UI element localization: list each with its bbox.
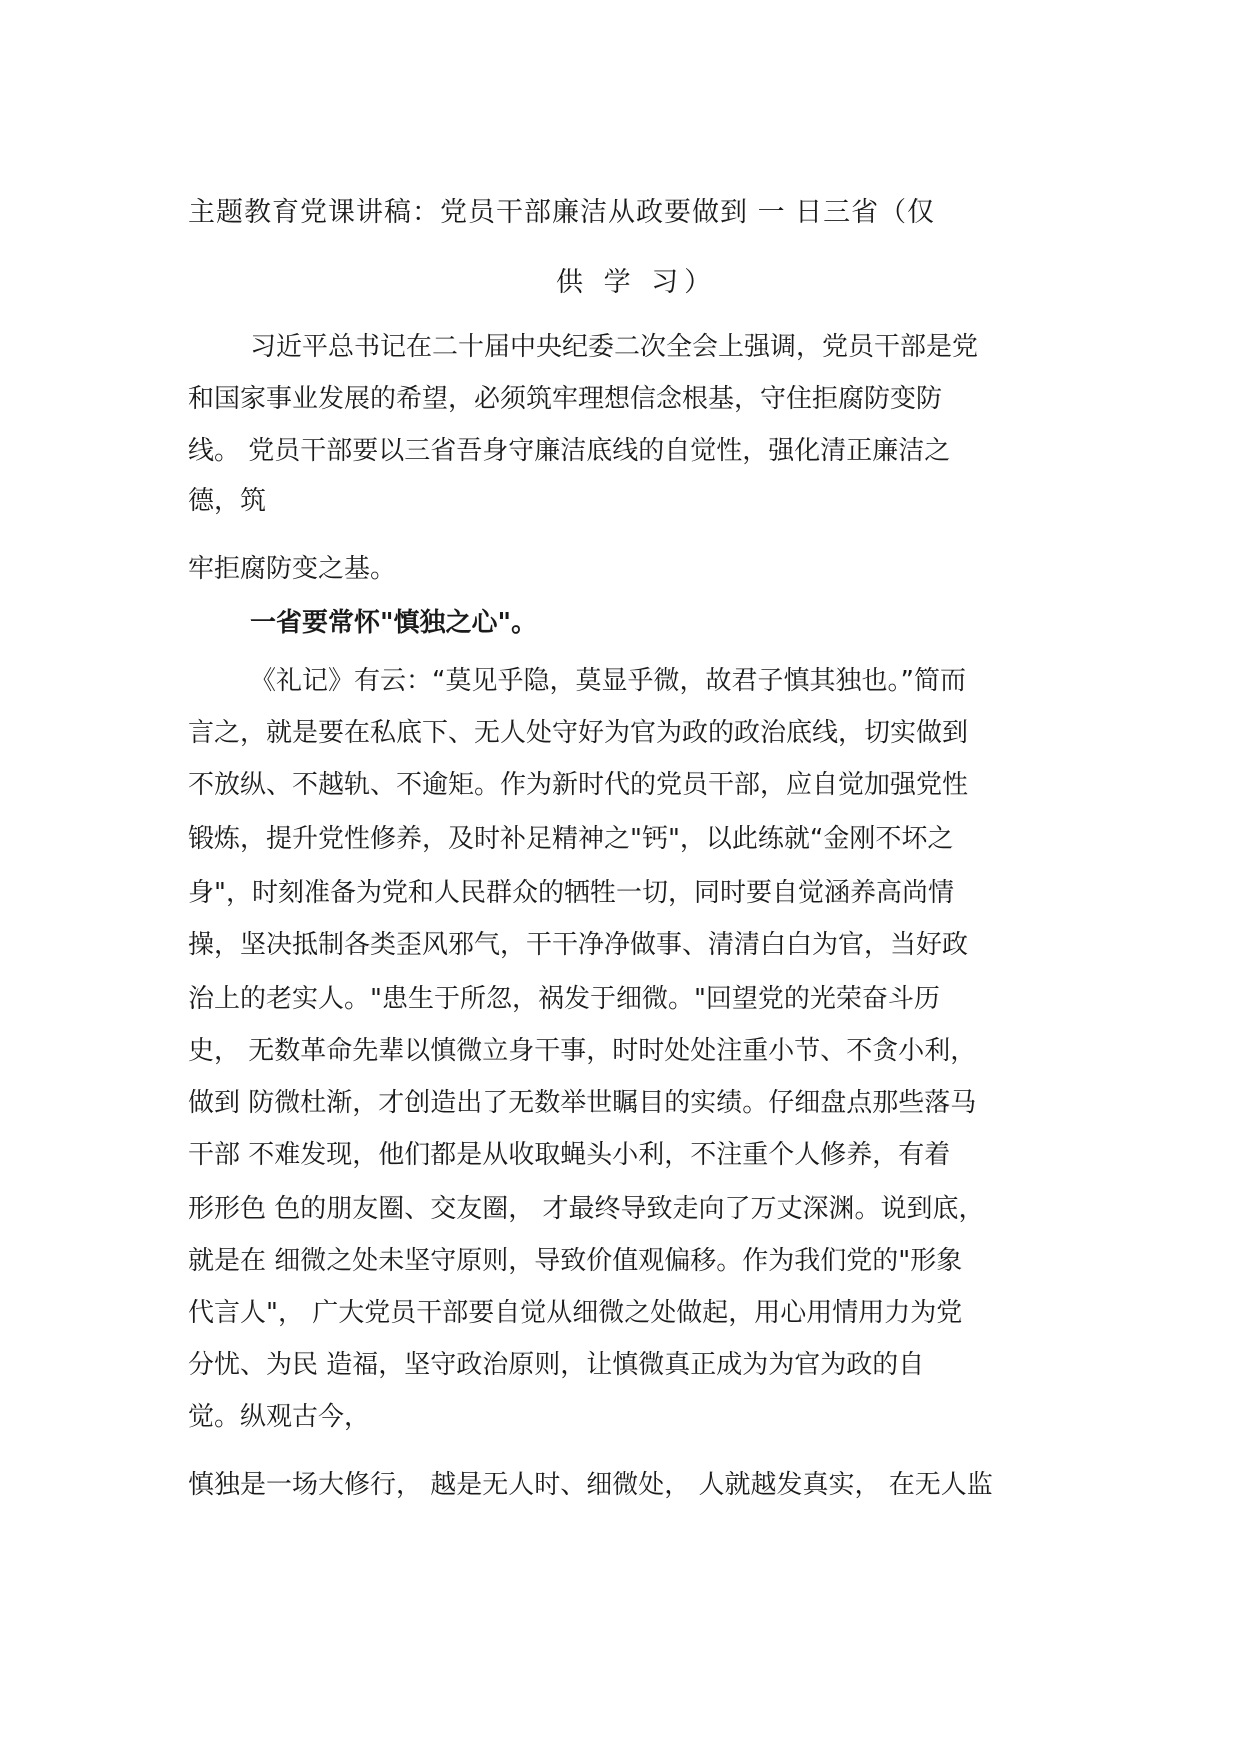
section-heading: 一省要常怀"慎独之心"。	[250, 608, 538, 638]
paragraph-line: 做到 防微杜渐，才创造出了无数举世瞩目的实绩。仔细盘点那些落马	[188, 1088, 977, 1118]
document-title: 主题教育党课讲稿：党员干部廉洁从政要做到 一 日三省（仅	[188, 197, 936, 228]
paragraph-line: 觉。纵观古今，	[188, 1402, 371, 1432]
paragraph-line: 分忧、为民 造福，坚守政治原则，让慎微真正成为为官为政的自	[188, 1350, 925, 1380]
paragraph-line: 操，坚决抵制各类歪风邪气，干干净净做事、清清白白为官，当好政	[188, 930, 969, 960]
paragraph-line: 言之，就是要在私底下、无人处守好为官为政的政治底线，切实做到	[188, 718, 969, 748]
paragraph-line: 代言人"， 广大党员干部要自觉从细微之处做起，用心用情用力为党	[188, 1298, 963, 1328]
paragraph-line: 和国家事业发展的希望，必须筑牢理想信念根基，守住拒腐防变防	[188, 384, 943, 414]
paragraph-line: 慎独是一场大修行， 越是无人时、细微处， 人就越发真实， 在无人监	[188, 1470, 993, 1500]
document-title-continued: 供 学 习）	[556, 267, 718, 298]
paragraph-line: 习近平总书记在二十届中央纪委二次全会上强调，党员干部是党	[250, 332, 979, 362]
paragraph-line: 牢拒腐防变之基。	[188, 554, 397, 584]
paragraph-line: 身"，时刻准备为党和人民群众的牺牲一切，同时要自觉涵养高尚情	[188, 878, 954, 908]
paragraph-line: 《礼记》有云：“莫见乎隐，莫显乎微，故君子慎其独也。”简而	[250, 666, 966, 696]
paragraph-line: 史， 无数革命先辈以慎微立身干事，时时处处注重小节、不贪小利，	[188, 1036, 977, 1066]
paragraph-line: 形形色 色的朋友圈、交友圈， 才最终导致走向了万丈深渊。说到底，	[188, 1194, 985, 1224]
paragraph-line: 治上的老实人。"患生于所忽，祸发于细微。"回望党的光荣奋斗历	[188, 984, 940, 1014]
paragraph-line: 不放纵、不越轨、不逾矩。作为新时代的党员干部，应自觉加强党性	[188, 770, 969, 800]
paragraph-line: 线。 党员干部要以三省吾身守廉洁底线的自觉性，强化清正廉洁之	[188, 436, 951, 466]
paragraph-line: 锻炼，提升党性修养，及时补足精神之"钙"，以此练就“金刚不坏之	[188, 824, 954, 854]
paragraph-line: 干部 不难发现，他们都是从收取蝇头小利，不注重个人修养，有着	[188, 1140, 951, 1170]
paragraph-line: 就是在 细微之处未坚守原则，导致价值观偏移。作为我们党的"形象	[188, 1246, 963, 1276]
paragraph-line: 德，筑	[188, 486, 267, 516]
